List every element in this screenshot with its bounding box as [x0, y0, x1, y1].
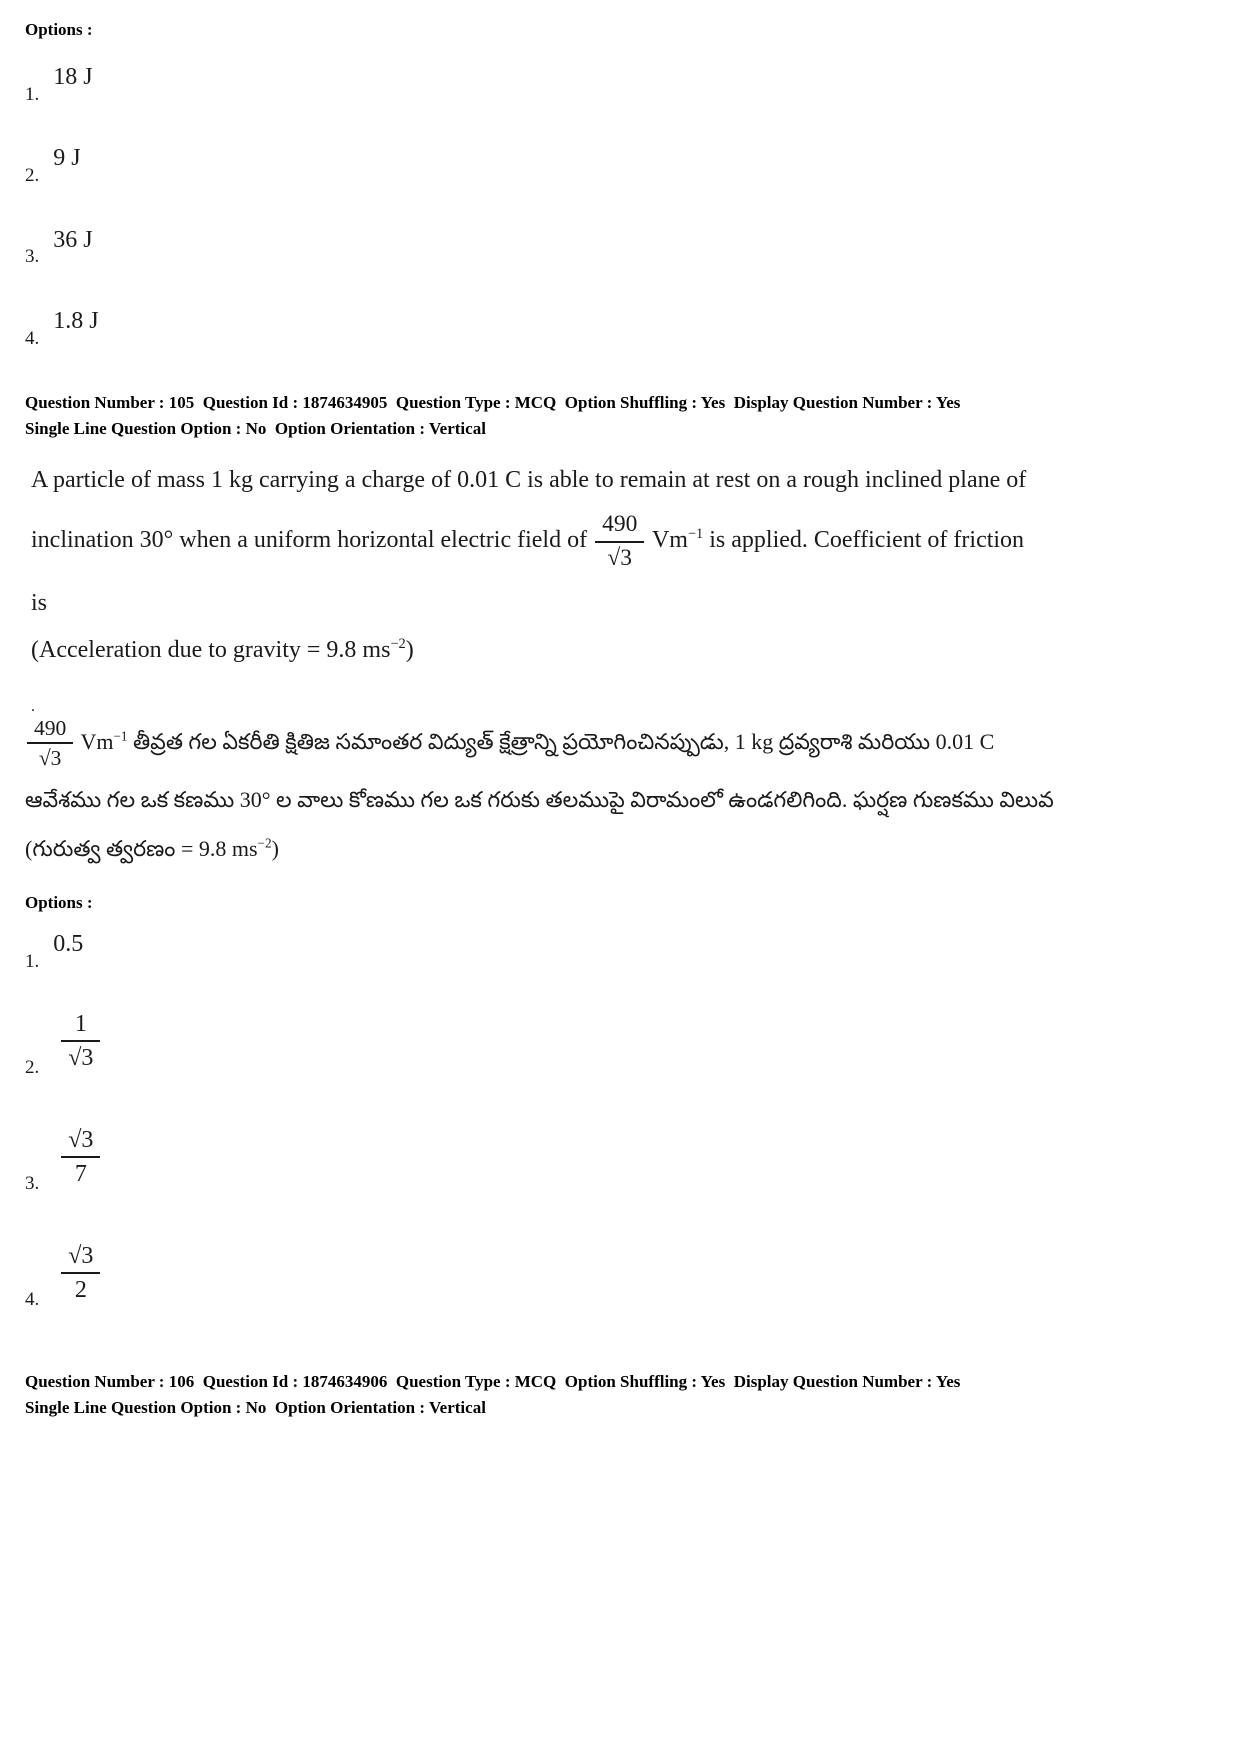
option-row-1 [25, 64, 1210, 105]
meta-line-1: Question Number : 105 Question Id : 1874634905 Question Type : MCQ Option Shuffling : Yes Display Question Number : Yes [25, 392, 961, 412]
options-header: Options : [25, 893, 93, 913]
option-row-2 [25, 1009, 1210, 1079]
unit-superscript: −1 [687, 526, 704, 543]
unit-superscript: −1 [113, 728, 128, 744]
option-row-3 [25, 227, 1210, 268]
option-number: 3. [25, 246, 40, 268]
option-text: 18 J [53, 64, 93, 90]
fraction-denominator: √3 [68, 1044, 94, 1071]
option-text: 36 J [53, 226, 93, 253]
option-text: 9 J [53, 145, 81, 172]
options-header: Options : [25, 20, 93, 39]
question-text-after-fraction: is applied. Coefficient of friction is [31, 527, 1025, 617]
fraction-numerator: √3 [61, 1125, 100, 1158]
note-close: ) [405, 637, 414, 664]
unit-label: Vm [80, 728, 114, 754]
gravity-note-telugu [25, 833, 1210, 865]
note-text: (గురుత్వ త్వరణం = 9.8 ms [25, 836, 258, 862]
gravity-note-english [31, 633, 1210, 668]
fraction-denominator: √3 [607, 544, 633, 571]
meta-line-2: Single Line Question Option : No Option Orientation : Vertical [25, 1398, 486, 1418]
fraction [27, 715, 73, 773]
fraction [595, 510, 644, 573]
option-number: 2. [25, 1056, 40, 1078]
meta-line-1: Question Number : 106 Question Id : 1874634906 Question Type : MCQ Option Shuffling : Yes Display Question Number : Yes [25, 1371, 961, 1391]
fraction [61, 1009, 100, 1073]
unit-label: Vm [651, 527, 688, 554]
question-105-meta [25, 390, 1210, 443]
option-number: 4. [25, 327, 40, 349]
prev-question-options-section [25, 20, 1210, 350]
stray-dot: . [31, 697, 35, 715]
note-superscript: −2 [257, 836, 272, 852]
option-number: 1. [25, 83, 40, 105]
option-row-4 [25, 308, 1210, 349]
question-paper-page [25, 20, 1210, 1421]
option-number: 2. [25, 164, 40, 186]
question-text-telugu [25, 714, 1055, 828]
option-number: 3. [25, 1172, 40, 1194]
question-106-meta [25, 1369, 1210, 1422]
fraction-numerator: 490 [27, 715, 73, 745]
meta-line-2: Single Line Question Option : No Option Orientation : Vertical [25, 418, 486, 438]
option-row-2 [25, 145, 1210, 186]
fraction-numerator: 490 [595, 510, 644, 542]
note-superscript: −2 [390, 636, 406, 653]
option-row-1 [25, 931, 1210, 972]
question-106-section [25, 1369, 1210, 1422]
option-text: 1.8 J [53, 308, 99, 335]
fraction [61, 1125, 100, 1189]
fraction-numerator: 1 [61, 1009, 100, 1042]
fraction [61, 1241, 100, 1305]
question-text-before-fraction: A particle of mass 1 kg carrying a charge of 0.01 C is able to remain at rest on a rough inclined plane of inclination 30° when a uniform horizontal electric field of [31, 467, 1027, 554]
note-close: ) [271, 836, 279, 862]
question-text-english [31, 450, 1041, 633]
option-number: 1. [25, 950, 40, 972]
fraction-numerator: √3 [61, 1241, 100, 1274]
fraction-denominator: √3 [38, 746, 62, 771]
option-row-3 [25, 1125, 1210, 1195]
question-105-options-section [25, 893, 1210, 1310]
note-text: (Acceleration due to gravity = 9.8 ms [31, 637, 391, 664]
fraction-denominator: 2 [74, 1276, 87, 1303]
option-text: 0.5 [53, 931, 84, 958]
option-row-4 [25, 1241, 1210, 1311]
question-105-section [25, 390, 1210, 1311]
option-number: 4. [25, 1288, 40, 1310]
question-text-telugu-block [25, 714, 1210, 866]
fraction-denominator: 7 [74, 1160, 87, 1187]
question-text-telugu-body: తీవ్రత గల ఏకరీతి క్షితిజ సమాంతర విద్యుత్ క్షేత్రాన్ని ప్రయోగించినప్పుడు, 1 kg ద్రవ్యరాశి మరియు 0.01 C ఆవేశము గల ఒక కణము 30° ల వాలు కోణము గల ఒక గరుకు తలముపై విరామంలో ఉండగలిగింది. ఘర్షణ గుణకము విలువ [25, 728, 1054, 813]
